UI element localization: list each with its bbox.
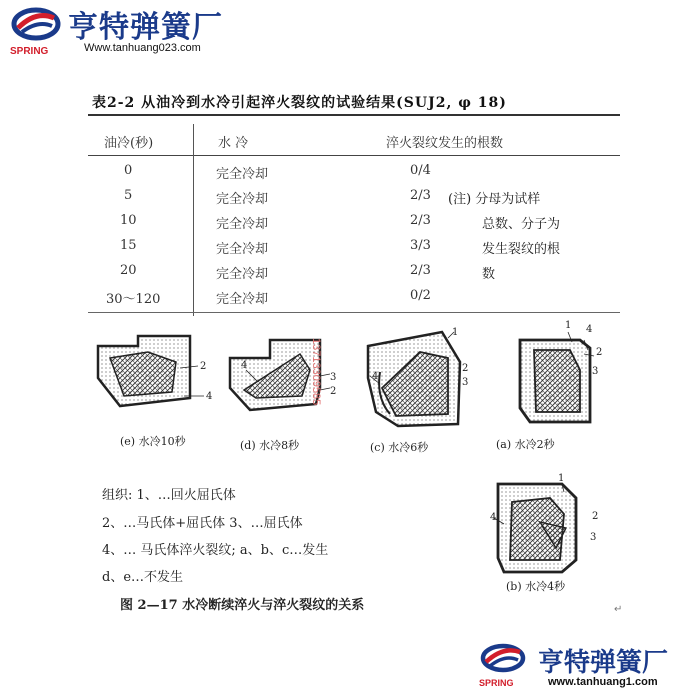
fig-b-caption: (b) 水冷4秒 xyxy=(506,580,566,593)
row-3-count: 3/3 xyxy=(410,238,431,253)
header-oil: 油冷(秒) xyxy=(104,136,154,151)
table-top-rule xyxy=(88,114,620,116)
figure-c xyxy=(368,332,460,426)
fig-d-label-4: 4 xyxy=(241,360,248,371)
fig-a-label-2: 2 xyxy=(596,347,603,358)
footer-brand-url[interactable]: www.tanhuang1.com xyxy=(548,676,658,688)
legend-line-3: 4、… 马氏体淬火裂纹; a、b、c…发生 xyxy=(102,543,329,558)
fig-b-label-3: 3 xyxy=(590,532,597,543)
footer-logo-text: SPRING xyxy=(479,678,514,688)
row-2-water: 完全冷却 xyxy=(216,217,269,232)
fig-c-label-3: 3 xyxy=(462,377,469,388)
row-1-count: 2/3 xyxy=(410,188,431,203)
figure-b xyxy=(494,484,576,572)
row-5-oil: 30～120 xyxy=(106,292,161,307)
fig-b-label-2: 2 xyxy=(592,511,599,522)
fig-e-label-4: 4 xyxy=(206,391,213,402)
spring-logo-icon-footer xyxy=(478,640,528,688)
phone-watermark: 13713309585 xyxy=(310,338,322,406)
fig-a-label-4: 4 xyxy=(586,324,593,335)
row-0-oil: 0 xyxy=(124,163,133,178)
row-2-count: 2/3 xyxy=(410,213,431,228)
fig-c-label-1: 1 xyxy=(452,327,459,338)
row-5-water: 完全冷却 xyxy=(216,292,269,307)
fig-a-label-3: 3 xyxy=(592,366,599,377)
row-5-count: 0/2 xyxy=(410,288,431,303)
table-title: 表2-2 从油冷到水冷引起淬火裂纹的试验结果(SUJ2, φ 18) xyxy=(92,95,507,111)
row-3-water: 完全冷却 xyxy=(216,242,269,257)
row-1-water: 完全冷却 xyxy=(216,192,269,207)
header-count: 淬火裂纹发生的根数 xyxy=(386,136,504,151)
table-bottom-rule xyxy=(88,312,620,313)
fig-c-label-2: 2 xyxy=(462,363,469,374)
note-line-4: 数 xyxy=(482,267,496,282)
legend-line-2: 2、…马氏体+屈氏体 3、…屈氏体 xyxy=(102,516,303,531)
footer-brand-title: 亨特弹簧厂 xyxy=(538,648,669,678)
fig-d-caption: (d) 水冷8秒 xyxy=(240,439,300,452)
row-1-oil: 5 xyxy=(124,188,133,203)
fig-d-label-2: 2 xyxy=(330,386,337,397)
fig-a-label-1: 1 xyxy=(565,320,572,331)
legend-line-1: 组织: 1、…回火屈氏体 xyxy=(102,488,236,503)
row-3-oil: 15 xyxy=(120,238,137,253)
fig-a-caption: (a) 水冷2秒 xyxy=(496,438,555,451)
fig-b-label-1: 1 xyxy=(558,473,565,484)
return-mark-icon: ↵ xyxy=(614,604,623,615)
row-0-count: 0/4 xyxy=(410,163,431,178)
figure-a xyxy=(520,332,594,422)
row-4-count: 2/3 xyxy=(410,263,431,278)
header-water: 水 冷 xyxy=(218,136,249,151)
row-4-water: 完全冷却 xyxy=(216,267,269,282)
spring-logo-icon xyxy=(8,4,64,56)
row-2-oil: 10 xyxy=(120,213,137,228)
figure-e xyxy=(98,336,207,406)
brand-title: 亨特弹簧厂 xyxy=(68,10,223,45)
figure-title: 图 2—17 水冷断续淬火与淬火裂纹的关系 xyxy=(120,598,365,613)
note-line-1: (注) 分母为试样 xyxy=(448,192,541,207)
row-4-oil: 20 xyxy=(120,263,137,278)
spring-logo-text: SPRING xyxy=(10,46,49,56)
table-header-rule xyxy=(88,155,620,156)
fig-e-caption: (e) 水冷10秒 xyxy=(120,435,186,448)
fig-e-label-2: 2 xyxy=(200,361,207,372)
row-0-water: 完全冷却 xyxy=(216,167,269,182)
table-column-divider xyxy=(193,124,194,316)
note-line-2: 总数、分子为 xyxy=(482,217,561,232)
legend-line-4: d、e…不发生 xyxy=(102,570,184,585)
note-line-3: 发生裂纹的根 xyxy=(482,242,561,257)
fig-d-label-3: 3 xyxy=(330,372,337,383)
fig-c-label-4: 4 xyxy=(372,371,379,382)
fig-c-caption: (c) 水冷6秒 xyxy=(370,441,429,454)
fig-b-label-4: 4 xyxy=(490,512,497,523)
brand-url[interactable]: Www.tanhuang023.com xyxy=(84,42,201,54)
